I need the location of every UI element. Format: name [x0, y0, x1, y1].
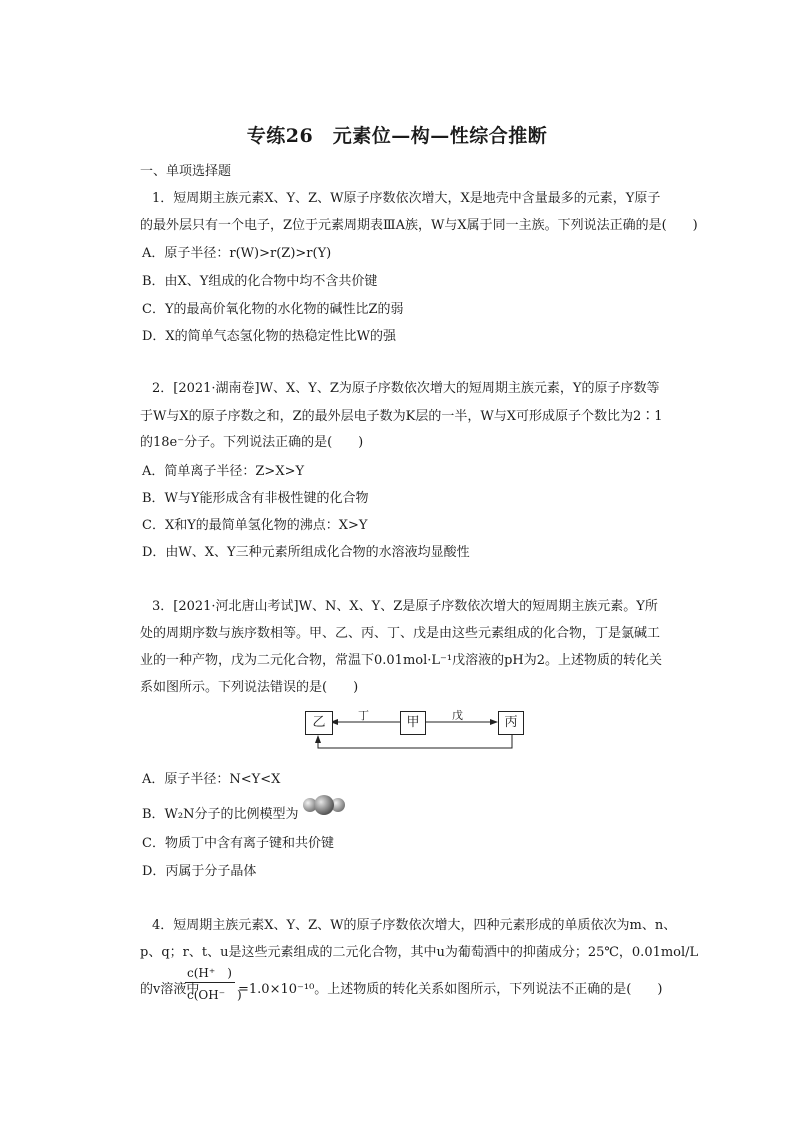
q1-line-2: 的最外层只有一个电子，Z位于元素周期表ⅢA族，W与X属于同一主族。下列说法正确的是( ): [140, 218, 698, 233]
q1-option-c: C．Y的最高价氧化物的水化物的碱性比Z的弱: [142, 302, 404, 317]
q3-option-a: A．原子半径：N<Y<X: [142, 772, 281, 787]
q4-line-3-start: 的v溶液中: [140, 982, 200, 997]
q4-line-2: p、q；r、t、u是这些元素组成的二元化合物，其中u为葡萄酒中的抑菌成分；25℃，0.01mol/L: [140, 945, 699, 960]
page-title: 专练26 元素位—构—性综合推断: [246, 125, 548, 147]
q2-option-d: D．由W、X、Y三种元素所组成化合物的水溶液均显酸性: [142, 545, 470, 560]
q3-option-c: C．物质丁中含有离子键和共价键: [142, 836, 334, 851]
q2-option-b: B．W与Y能形成含有非极性键的化合物: [142, 491, 369, 506]
section-heading: 一、单项选择题: [140, 164, 232, 179]
q2-line-2: 于W与X的原子序数之和，Z的最外层电子数为K层的一半，W与X可形成原子个数比为2∶1: [140, 409, 663, 424]
q3-line-4: 系如图所示。下列说法错误的是( ): [140, 680, 359, 695]
fraction-denominator: c(OH⁻ ): [187, 988, 242, 1002]
q3-option-b: B．W₂N分子的比例模型为: [142, 807, 299, 822]
q3-option-d: D．丙属于分子晶体: [142, 864, 257, 879]
q2-option-c: C．X和Y的最简单氢化物的沸点：X>Y: [142, 518, 368, 533]
q2-option-a: A．简单离子半径：Z>X>Y: [142, 464, 305, 479]
ball-model-icon: [298, 793, 352, 817]
q1-option-a: A．原子半径：r(W)>r(Z)>r(Y): [142, 246, 332, 261]
arrow-label-wu: 戊: [452, 709, 463, 722]
fraction-bar: [185, 982, 235, 983]
arrow-label-ding: 丁: [358, 709, 369, 722]
q2-line-3: 的18e⁻分子。下列说法正确的是( ): [140, 435, 364, 450]
q4-line-3-end: =1.0×10⁻¹⁰。上述物质的转化关系如图所示，下列说法不正确的是( ): [238, 982, 663, 997]
q1-option-b: B．由X、Y组成的化合物中均不含共价键: [142, 274, 378, 289]
q3-line-1: 3．[2021·河北唐山考试]W、N、X、Y、Z是原子序数依次增大的短周期主族元素。Y所: [152, 599, 658, 614]
q4-line-1: 4．短周期主族元素X、Y、Z、W的原子序数依次增大，四种元素形成的单质依次为m、n、: [152, 918, 677, 933]
q3-line-3: 业的一种产物，戊为二元化合物，常温下0.01mol·L⁻¹戊溶液的pH为2。上述物质的转化关: [140, 653, 663, 668]
fraction-numerator: c(H⁺ ): [187, 966, 232, 980]
compound-jia-box: 甲: [400, 711, 426, 735]
q1-option-d: D．X的简单气态氢化物的热稳定性比W的强: [142, 329, 397, 344]
q1-line-1: 1．短周期主族元素X、Y、Z、W原子序数依次增大，X是地壳中含量最多的元素，Y原子: [152, 191, 661, 206]
compound-bing-box: 丙: [498, 711, 524, 735]
q2-line-1: 2．[2021·湖南卷]W、X、Y、Z为原子序数依次增大的短周期主族元素，Y的原子序数等: [152, 381, 660, 396]
compound-yi-box: 乙: [305, 711, 333, 735]
q3-line-2: 处的周期序数与族序数相等。甲、乙、丙、丁、戊是由这些元素组成的化合物，丁是氯碱工: [140, 626, 661, 641]
